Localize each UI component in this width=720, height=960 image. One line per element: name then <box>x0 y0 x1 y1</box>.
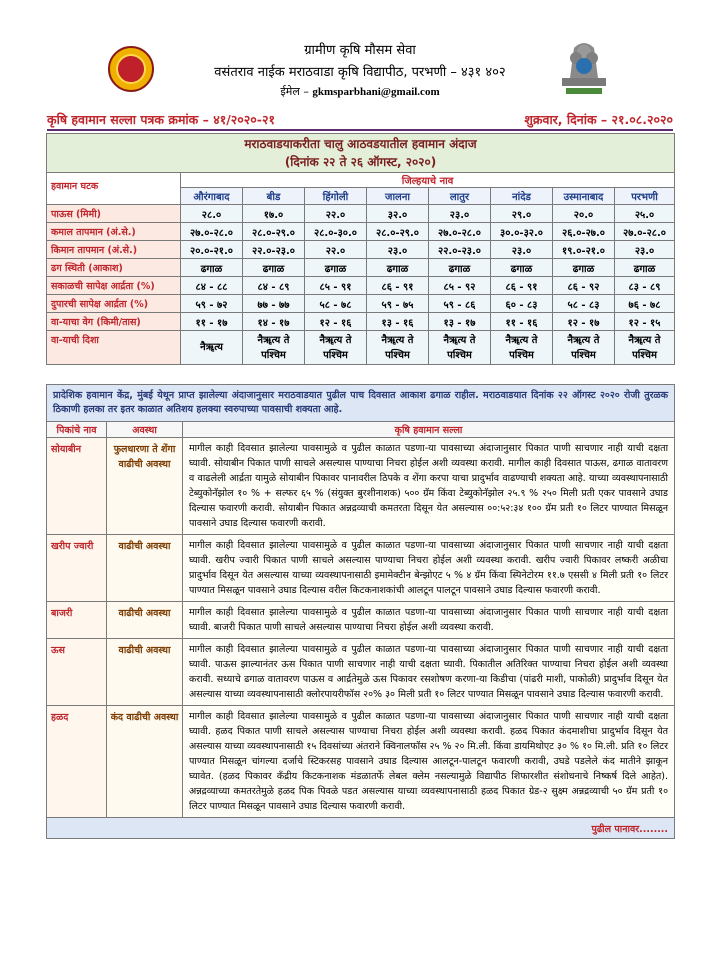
forecast-value: २२.० <box>305 241 367 259</box>
forecast-value: २२.० <box>305 205 367 223</box>
wind-direction-line: नैॠत्य ते <box>443 334 476 346</box>
forecast-table <box>46 133 675 365</box>
forecast-value: २७.०-२८.० <box>181 223 243 241</box>
wind-direction-line: नैॠत्य ते <box>505 334 538 346</box>
crop-stage: वाढीची अवस्था <box>107 602 183 639</box>
param-label: पाऊस (मिमी) <box>47 205 181 223</box>
param-label: ढग स्थिती (आकाश) <box>47 259 181 277</box>
forecast-date-range: (दिनांक २२ ते २६ ऑगस्ट, २०२०) <box>284 155 437 169</box>
forecast-value: १३ - १६ <box>367 313 429 331</box>
wind-direction-line: नैॠत्य ते <box>628 334 661 346</box>
district-name: उस्मानाबाद <box>553 188 615 205</box>
wind-direction-row <box>47 331 675 365</box>
wind-direction-line: पश्चिम <box>385 349 410 361</box>
crop-stage: कंद वाढीची अवस्था <box>107 706 183 818</box>
header-email-line <box>0 84 720 99</box>
wind-direction-line: पश्चिम <box>509 349 534 361</box>
wind-direction-line: पश्चिम <box>571 349 596 361</box>
advisory-row <box>47 535 675 602</box>
forecast-value: २२.०-२३.० <box>243 241 305 259</box>
forecast-value: ढगाळ <box>181 259 243 277</box>
district-name: लातुर <box>429 188 491 205</box>
forecast-value: १७.० <box>243 205 305 223</box>
crop-advice: मागील काही दिवसात झालेल्या पावसामुळे व पुढील काळात पडणा-या पावसाच्या अंदाजानुसार पिकात पाणी साचणार नाही याची दक्षता घ्यावी. हळद पिकात पाणी साचले असल्यास पाण्याचा निचरा होईल अशी व्यवस्था करावी. हळद पिकात कंदमाशीचा प्रादुर्भाव दिसून येत असल्यास याच्या व्यवस्थापनासाठी १५ दिवसांच्या अंतराने क्विनालफॉस २५ % २० मि.ली. किंवा डायमिथोएट ३० % १० मि.ली. प्रति १० लिटर पाण्यात मिसळून चांगल्या दर्जाचे स्टिकरसह पावसाने उघाड दिल्यास आलटून-पालटून फवारणी करावी, उघडे पडलेले कंद मातीने झाकून घ्यावेत. (हळद पिकावर कॅंद्रीय किटकनाशक मंडळातर्फे लेबल क्लेम नसल्यामुळे विद्यापीठ शिफारशीत संशोधनाचे निष्कर्ष दिले आहेत). अन्नद्रव्याच्या कमतरतेमुळे हळद पिक पिवळे पडत असल्यास याच्या व्यवस्थापनासाठी हळद पिकात ग्रेड-२ सुक्ष्म अन्नद्रव्याची ५० ग्रॅम प्रती १० लिटर पाण्यात मिसळून पावसाने उघाड दिल्यास फवारणी करावी. <box>183 706 675 818</box>
forecast-value: ५८ - ८३ <box>553 295 615 313</box>
forecast-value: २०.०-२१.० <box>181 241 243 259</box>
advisory-row <box>47 438 675 535</box>
header-line-2: वसंतराव नाईक मराठवाडा कृषि विद्यापीठ, परभणी – ४३१ ४०२ <box>214 65 506 80</box>
forecast-value: ८६ - ९१ <box>491 277 553 295</box>
param-label: वा-याचा वेग (किमी/तास) <box>47 313 181 331</box>
forecast-value: ११ - १७ <box>181 313 243 331</box>
forecast-value: २८.० <box>181 205 243 223</box>
district-name: हिंगोली <box>305 188 367 205</box>
title-divider <box>47 129 673 131</box>
bulletin-number: कृषि हवामान सल्ला पत्रक क्रमांक – ४१/२०२०-२१ <box>47 112 275 127</box>
advisory-row <box>47 639 675 706</box>
wind-direction-line: पश्चिम <box>261 349 286 361</box>
forecast-value: २७.०-२८.० <box>429 223 491 241</box>
forecast-value: १९.०-२१.० <box>553 241 615 259</box>
wind-direction-line: नैॠत्य ते <box>567 334 600 346</box>
forecast-row <box>47 241 675 259</box>
advisory-row <box>47 602 675 639</box>
wind-direction-line: नैॠत्य <box>200 342 223 353</box>
advisory-row <box>47 706 675 818</box>
forecast-row <box>47 313 675 331</box>
forecast-value: २३.० <box>615 241 675 259</box>
forecast-value: ढगाळ <box>491 259 553 277</box>
wind-direction-value <box>553 331 615 365</box>
forecast-value: २२.०-२३.० <box>429 241 491 259</box>
forecast-value: ५९ - ७२ <box>181 295 243 313</box>
crop-advice: मागील काही दिवसात झालेल्या पावसामुळे व पुढील काळात पडणा-या पावसाच्या अंदाजानुसार पिकात पाणी साचणार नाही याची दक्षता घ्यावी. सोयाबीन पिकात पाणी साचले असल्यास पाण्याचा निचरा होईल अशी व्यवस्था करावी. मागील काही दिवसात पाऊस, ढगाळ वातावरण व वाढलेली आर्द्रता यामुळे सोयाबीन पिकावर पानावरील ठिपके व शेंगा करपा याचा प्रादुर्भाव वाढण्याची शक्यता आहे. याच्या व्यवस्थापनासाठी टेब्युकोनॅझोल १० % + सल्फर ६५ % (संयुक्त बुरशीनाशक) ५०० ग्रॅम किंवा टेब्युकोनॅझोल २५.९ % २५० मिली प्रती एकर पावसाने उघाड दिल्यास फवारणी करावी. सोयाबीन पिकात अन्नद्रव्याची कमतरता दिसून येत असल्यास ००:५२:३४ १०० ग्रॅम प्रती १० लिटर पाण्यात मिसळून पावसाने उघाड दिल्यास फवारणी करावी. <box>183 438 675 535</box>
wind-direction-label: वा-याची दिशा <box>47 331 181 365</box>
wind-direction-value <box>429 331 491 365</box>
forecast-value: ८६ - ९२ <box>553 277 615 295</box>
col-stage-header: अवस्था <box>107 422 183 438</box>
forecast-value: २३.० <box>491 241 553 259</box>
forecast-value: १४ - १७ <box>243 313 305 331</box>
forecast-value: ८६ - ९१ <box>367 277 429 295</box>
crop-stage: वाढीची अवस्था <box>107 639 183 706</box>
crop-advice: मागील काही दिवसात झालेल्या पावसामुळे व पुढील काळात पडणा-या पावसाच्या अंदाजानुसार पिकात पाणी साचणार नाही याची दक्षता घ्यावी. पाऊस झाल्यानंतर ऊस पिकात पाणी साचणार नाही याची दक्षता घ्यावी. पिकातील अतिरिक्त पाण्याचा निचरा होईल अशी व्यवस्था करावी. सध्याचे ढगाळ वातावरण पाऊस व आर्द्रतेमुळे ऊस पिकावर रसशोषण करणा-या किडीचा (पांढरी माशी, पाकोळी) प्रादुर्भाव दिसून येत असल्यास याच्या व्यवस्थापनासाठी क्लोरपायरीफॉस २०% ३० मिली प्रती १० लिटर पाण्यात मिसळून पावसाने उघाड दिल्यास फवारणी करावी. <box>183 639 675 706</box>
wind-direction-line: पश्चिम <box>447 349 472 361</box>
param-label: दुपारची सापेक्ष आर्द्रता (%) <box>47 295 181 313</box>
continued-note: पुढील पानावर........ <box>47 818 675 839</box>
forecast-value: २५.० <box>615 205 675 223</box>
forecast-value: ८४ - ८९ <box>243 277 305 295</box>
forecast-value: ६० - ८३ <box>491 295 553 313</box>
forecast-value: ५९ - ८६ <box>429 295 491 313</box>
forecast-value: २७.०-२८.० <box>615 223 675 241</box>
crop-name: सोयाबीन <box>47 438 107 535</box>
forecast-row <box>47 205 675 223</box>
forecast-value: ८५ - ९१ <box>305 277 367 295</box>
forecast-value: ५९ - ७५ <box>367 295 429 313</box>
forecast-value: ढगाळ <box>553 259 615 277</box>
forecast-value: ढगाळ <box>429 259 491 277</box>
crop-name: बाजरी <box>47 602 107 639</box>
forecast-row <box>47 223 675 241</box>
forecast-value: ढगाळ <box>243 259 305 277</box>
forecast-row <box>47 277 675 295</box>
advisory-intro: प्रादेशिक हवामान केंद्र, मुंबई येथून प्राप्त झालेल्या अंदाजानुसार मराठवाडयात पुढील पाच दिवसात आकाश ढगाळ राहील. मराठवाडयात दिनांक २२ ऑगस्ट २०२० रोजी तुरळक ठिकाणी हलका तर इतर काळात अतिशय हलक्या स्वरुपाच्या पावसाची शक्यता आहे. <box>47 385 675 422</box>
param-header: हवामान घटक <box>47 173 181 205</box>
forecast-row <box>47 259 675 277</box>
forecast-value: ढगाळ <box>367 259 429 277</box>
forecast-value: २६.०-२७.० <box>553 223 615 241</box>
wind-direction-value <box>491 331 553 365</box>
forecast-value: ७७ - ७७ <box>243 295 305 313</box>
advisory-intro-row <box>47 385 675 422</box>
district-name: बीड <box>243 188 305 205</box>
forecast-value: १३ - १७ <box>429 313 491 331</box>
forecast-value: २८.०-२९.० <box>243 223 305 241</box>
forecast-value: १२ - १६ <box>305 313 367 331</box>
crop-stage: वाढीची अवस्था <box>107 535 183 602</box>
forecast-value: ३०.०-३२.० <box>491 223 553 241</box>
forecast-value: ११ - १६ <box>491 313 553 331</box>
forecast-row <box>47 295 675 313</box>
forecast-value: ८३ - ८९ <box>615 277 675 295</box>
forecast-value: २८.०-३०.० <box>305 223 367 241</box>
param-label: कमाल तापमान (अं.से.) <box>47 223 181 241</box>
wind-direction-line: पश्चिम <box>323 349 348 361</box>
forecast-value: ७६ - ७८ <box>615 295 675 313</box>
forecast-value: २०.० <box>553 205 615 223</box>
forecast-value: २८.०-२९.० <box>367 223 429 241</box>
advisory-footer-row <box>47 818 675 839</box>
forecast-value: २९.० <box>491 205 553 223</box>
wind-direction-line: नैॠत्य ते <box>381 334 414 346</box>
forecast-value: २३.० <box>429 205 491 223</box>
crop-advice: मागील काही दिवसात झालेल्या पावसामुळे व पुढील काळात पडणा-या पावसाच्या अंदाजानुसार पिकात पाणी साचणार नाही याची दक्षता घ्यावी. खरीप ज्वारी पिकात पाणी साचले असल्यास पाण्याचा निचरा होईल अशी व्यवस्था करावी. खरीप ज्वारी पिकावर लष्करी अळीचा प्रादुर्भाव दिसून येत असल्यास याच्या व्यवस्थापनासाठी इमामेक्टीन बेन्झोएट ५ % ४ ग्रॅम किंवा स्पिनेटोरम ११.७ एससी ४ मिली प्रती १० लिटर पाण्यात मिसळून पावसाने उघाड दिल्यास वरील किटकनाशकांची आलटून पालटून पावसाने उघाड दिल्यास फवारणी करावी. <box>183 535 675 602</box>
letterhead <box>0 0 720 100</box>
forecast-value: ८५ - ९२ <box>429 277 491 295</box>
forecast-body <box>47 205 675 331</box>
wind-direction-value <box>181 331 243 365</box>
advisory-table <box>46 384 675 839</box>
crop-name: खरीप ज्वारी <box>47 535 107 602</box>
district-name: नांदेड <box>491 188 553 205</box>
wind-direction-value <box>305 331 367 365</box>
forecast-value: ५८ - ७८ <box>305 295 367 313</box>
forecast-value: ३२.० <box>367 205 429 223</box>
district-name: औरंगाबाद <box>181 188 243 205</box>
advisory-header-row <box>47 422 675 438</box>
col-crop-header: पिकांचे नाव <box>47 422 107 438</box>
forecast-value: ढगाळ <box>305 259 367 277</box>
wind-direction-value <box>243 331 305 365</box>
wind-direction-value <box>615 331 675 365</box>
crop-name: हळद <box>47 706 107 818</box>
param-label: किमान तापमान (अं.से.) <box>47 241 181 259</box>
email-address[interactable]: gkmsparbhani@gmail.com <box>312 86 440 98</box>
forecast-value: १२ - १५ <box>615 313 675 331</box>
forecast-value: २३.० <box>367 241 429 259</box>
crop-stage: फुलधारणा ते शेंगा वाढीची अवस्था <box>107 438 183 535</box>
forecast-value: १२ - १७ <box>553 313 615 331</box>
bulletin-date: शुक्रवार, दिनांक – २१.०८.२०२० <box>524 112 673 127</box>
forecast-title: मराठवाडयाकरीता चालु आठवडयातील हवामान अंदाज <box>244 137 477 151</box>
header-line-1: ग्रामीण कृषि मौसम सेवा <box>304 43 416 58</box>
advisory-body <box>47 438 675 818</box>
district-name: परभणी <box>615 188 675 205</box>
wind-direction-line: पश्चिम <box>632 349 657 361</box>
wind-direction-line: नैॠत्य ते <box>257 334 290 346</box>
forecast-value: ढगाळ <box>615 259 675 277</box>
forecast-title-row <box>47 134 675 173</box>
district-name: जालना <box>367 188 429 205</box>
wind-direction-line: नैॠत्य ते <box>319 334 352 346</box>
bulletin-title-bar <box>47 108 673 128</box>
email-label: ईमेल – <box>280 85 309 98</box>
col-advice-header: कृषि हवामान सल्ला <box>183 422 675 438</box>
crop-advice: मागील काही दिवसात झालेल्या पावसामुळे व पुढील काळात पडणा-या पावसाच्या अंदाजानुसार पिकात पाणी साचणार नाही याची दक्षता घ्यावी. बाजरी पिकात पाणी साचले असल्यास पाण्याचा निचरा होईल अशी व्यवस्था करावी. <box>183 602 675 639</box>
wind-direction-value <box>367 331 429 365</box>
district-header: जिल्हयाचे नाव <box>181 173 675 188</box>
forecast-value: ८४ - ८८ <box>181 277 243 295</box>
param-label: सकाळची सापेक्ष आर्द्रता (%) <box>47 277 181 295</box>
crop-name: ऊस <box>47 639 107 706</box>
